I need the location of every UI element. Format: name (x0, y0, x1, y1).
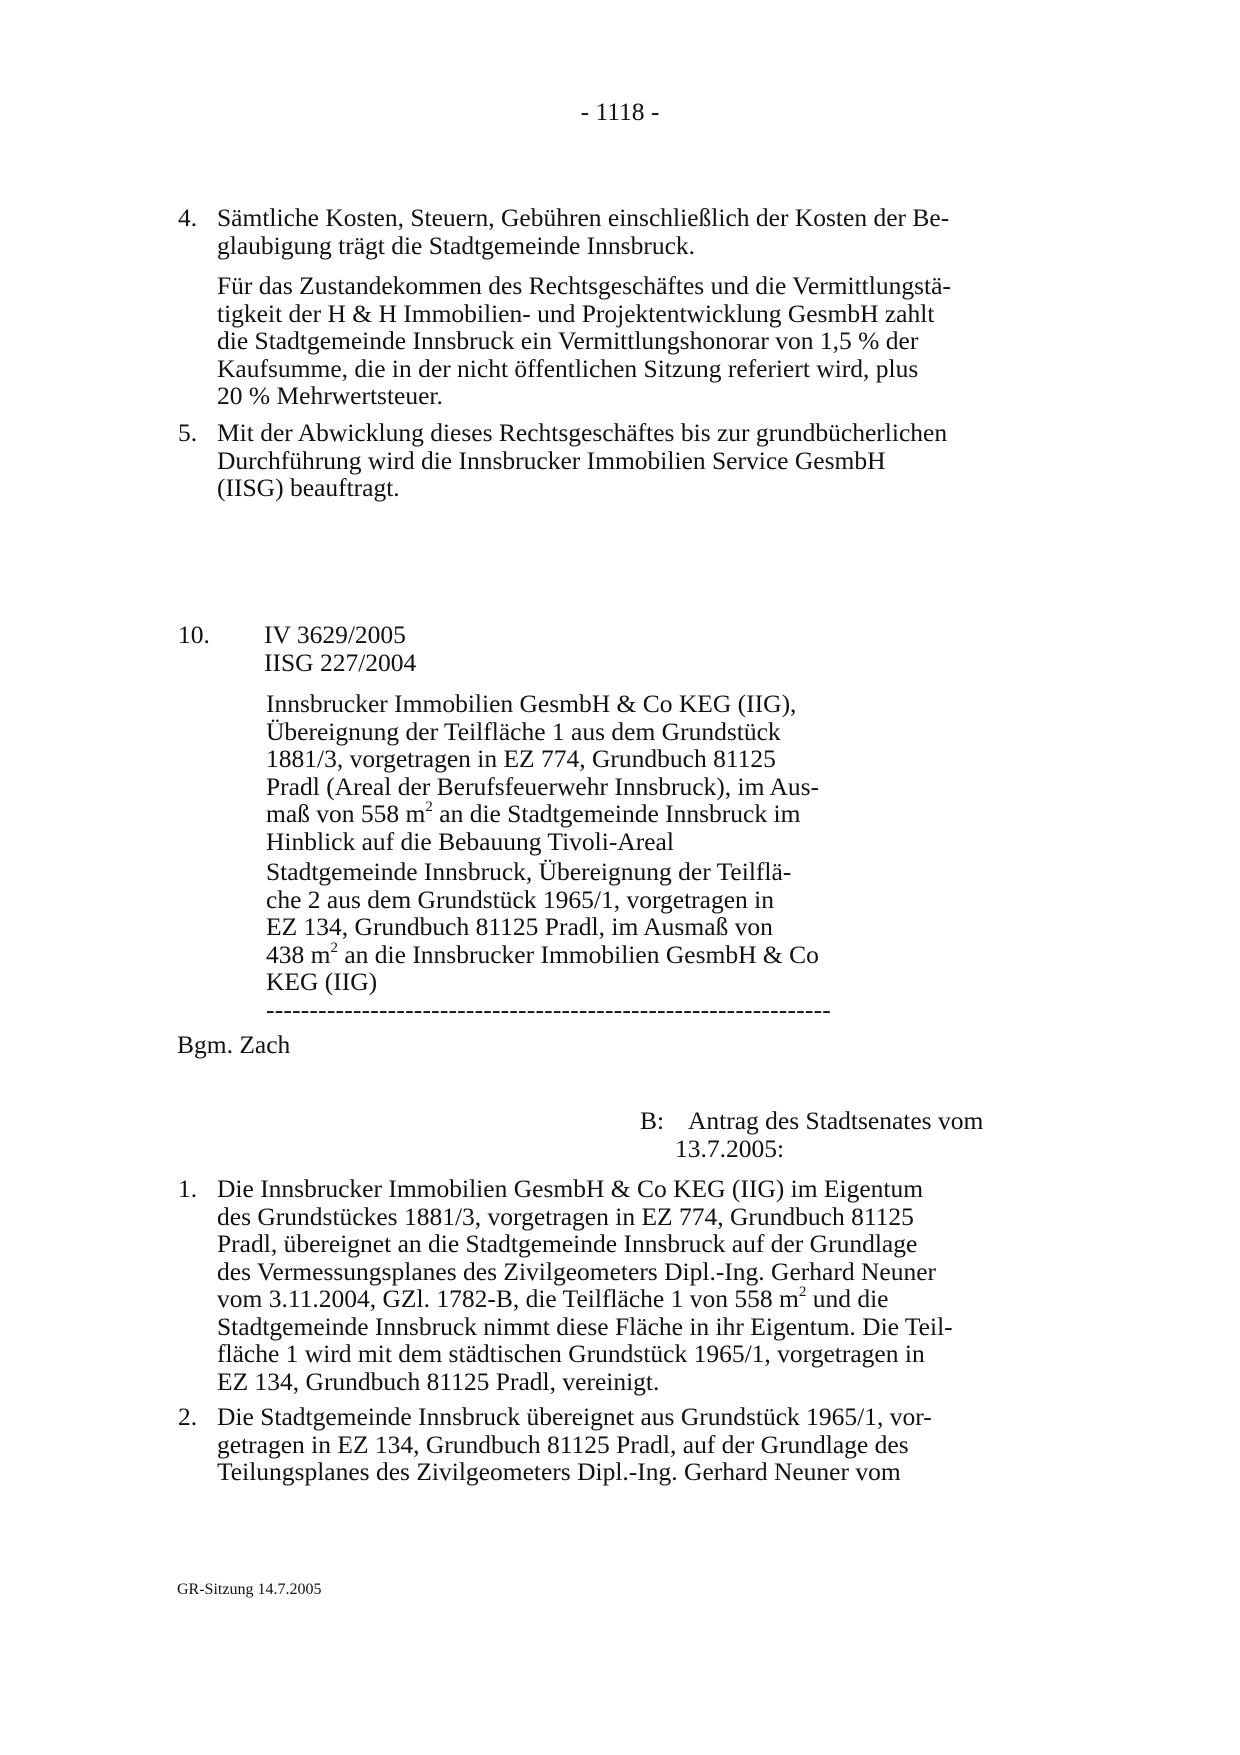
text-segment: an die Innsbrucker Immobilien GesmbH & Co (337, 939, 819, 969)
footer-session-date: GR-Sitzung 14.7.2005 (177, 1581, 322, 1598)
text-segment: maß von 558 m (266, 799, 426, 828)
motion-label: B: (640, 1106, 665, 1135)
text-line: Für das Zustandekommen des Rechtsgeschäftes und die Vermittlungstä- (217, 271, 951, 300)
item-number: 2. (178, 1402, 198, 1431)
text-line: che 2 aus dem Grundstück 1965/1, vorgetragen in (266, 884, 774, 914)
text-line: EZ 134, Grundbuch 81125 Pradl, im Ausmaß von (266, 912, 773, 941)
page-number: - 1118 - (580, 97, 660, 126)
text-segment: vom 3.11.2004, GZl. 1782-B, die Teilfläche 1 von 558 m (217, 1284, 799, 1313)
text-line: Stadtgemeinde Innsbruck nimmt diese Fläche in ihr Eigentum. Die Teil- (217, 1311, 953, 1341)
text-line: KEG (IIG) (266, 967, 378, 996)
text-line: fläche 1 wird mit dem städtischen Grundstück 1965/1, vorgetragen in (217, 1339, 925, 1368)
agenda-paragraph-1 (266, 690, 819, 855)
agenda-references (264, 621, 416, 676)
item-5-text (217, 419, 947, 502)
text-segment: 438 m (266, 939, 331, 969)
text-line: Pradl, übereignet an die Stadtgemeinde Innsbruck auf der Grundlage (217, 1229, 918, 1258)
motion-title (675, 1106, 984, 1163)
text-line: Pradl (Areal der Berufsfeuerwehr Innsbruck), im Aus- (266, 771, 820, 801)
superscript: 2 (798, 1284, 807, 1300)
text-line: getragen in EZ 134, Grundbuch 81125 Pradl, auf der Grundlage des (217, 1429, 909, 1459)
text-line: Antrag des Stadtsenates vom (688, 1106, 984, 1135)
text-line: 13.7.2005: (675, 1133, 785, 1163)
text-line: EZ 134, Grundbuch 81125 Pradl, vereinigt. (217, 1366, 660, 1396)
text-line: Stadtgemeinde Innsbruck, Übereignung der Teilflä- (266, 857, 792, 886)
resolution-item-1 (217, 1175, 953, 1395)
text-line (217, 1285, 953, 1313)
speaker: Bgm. Zach (177, 1030, 291, 1059)
agenda-paragraph-2 (266, 858, 831, 1023)
text-line: Durchführung wird die Innsbrucker Immobilien Service GesmbH (217, 445, 886, 475)
item-4-text (217, 204, 949, 259)
text-line: glaubigung trägt die Stadtgemeinde Innsbruck. (217, 230, 696, 260)
text-segment: an die Stadtgemeinde Innsbruck im (432, 799, 801, 828)
text-line: Hinblick auf die Bebauung Tivoli-Areal (266, 826, 674, 856)
superscript: 2 (425, 799, 433, 815)
text-line: Mit der Abwicklung dieses Rechtsgeschäftes bis zur grundbücherlichen (217, 418, 948, 447)
superscript: 2 (330, 939, 338, 956)
text-line: (IISG) beauftragt. (217, 473, 400, 502)
text-line (266, 941, 831, 969)
item-number: 4. (178, 203, 198, 232)
text-line: Übereignung der Teilfläche 1 aus dem Grundstück (266, 716, 781, 746)
text-line: Teilungsplanes des Zivilgeometers Dipl.-Ing. Gerhard Neuner vom (217, 1457, 901, 1486)
item-number: 1. (178, 1174, 198, 1203)
resolution-item-2 (217, 1403, 932, 1486)
text-line: 1881/3, vorgetragen in EZ 774, Grundbuch 81125 (266, 744, 776, 773)
text-line: 20 % Mehrwertsteuer. (217, 381, 443, 410)
text-line: des Vermessungsplanes des Zivilgeometers Dipl.-Ing. Gerhard Neuner (217, 1256, 937, 1286)
reference-line: IV 3629/2005 (264, 620, 406, 649)
item-4-paragraph (217, 272, 951, 410)
text-line: die Stadtgemeinde Innsbruck ein Vermittlungshonorar von 1,5 % der (217, 326, 919, 355)
reference-line: IISG 227/2004 (264, 647, 417, 677)
text-line: tigkeit der H & H Immobilien- und Projektentwicklung GesmbH zahlt (217, 298, 935, 328)
text-segment: und die (806, 1284, 889, 1313)
text-line: Die Stadtgemeinde Innsbruck übereignet aus Grundstück 1965/1, vor- (217, 1402, 932, 1431)
text-line: Die Innsbrucker Immobilien GesmbH & Co KEG (IIG) im Eigentum (217, 1174, 924, 1203)
text-line: Kaufsumme, die in der nicht öffentlichen Sitzung referiert wird, plus (217, 353, 919, 383)
item-number: 5. (178, 418, 198, 447)
dashed-divider: ----------------------------------------------------------------- (266, 994, 831, 1024)
agenda-number: 10. (178, 620, 210, 649)
text-line: Sämtliche Kosten, Steuern, Gebühren einschließlich der Kosten der Be- (217, 203, 950, 232)
text-line: Innsbrucker Immobilien GesmbH & Co KEG (IIG), (266, 689, 797, 718)
text-line: des Grundstückes 1881/3, vorgetragen in EZ 774, Grundbuch 81125 (217, 1201, 914, 1231)
text-line (266, 800, 819, 828)
